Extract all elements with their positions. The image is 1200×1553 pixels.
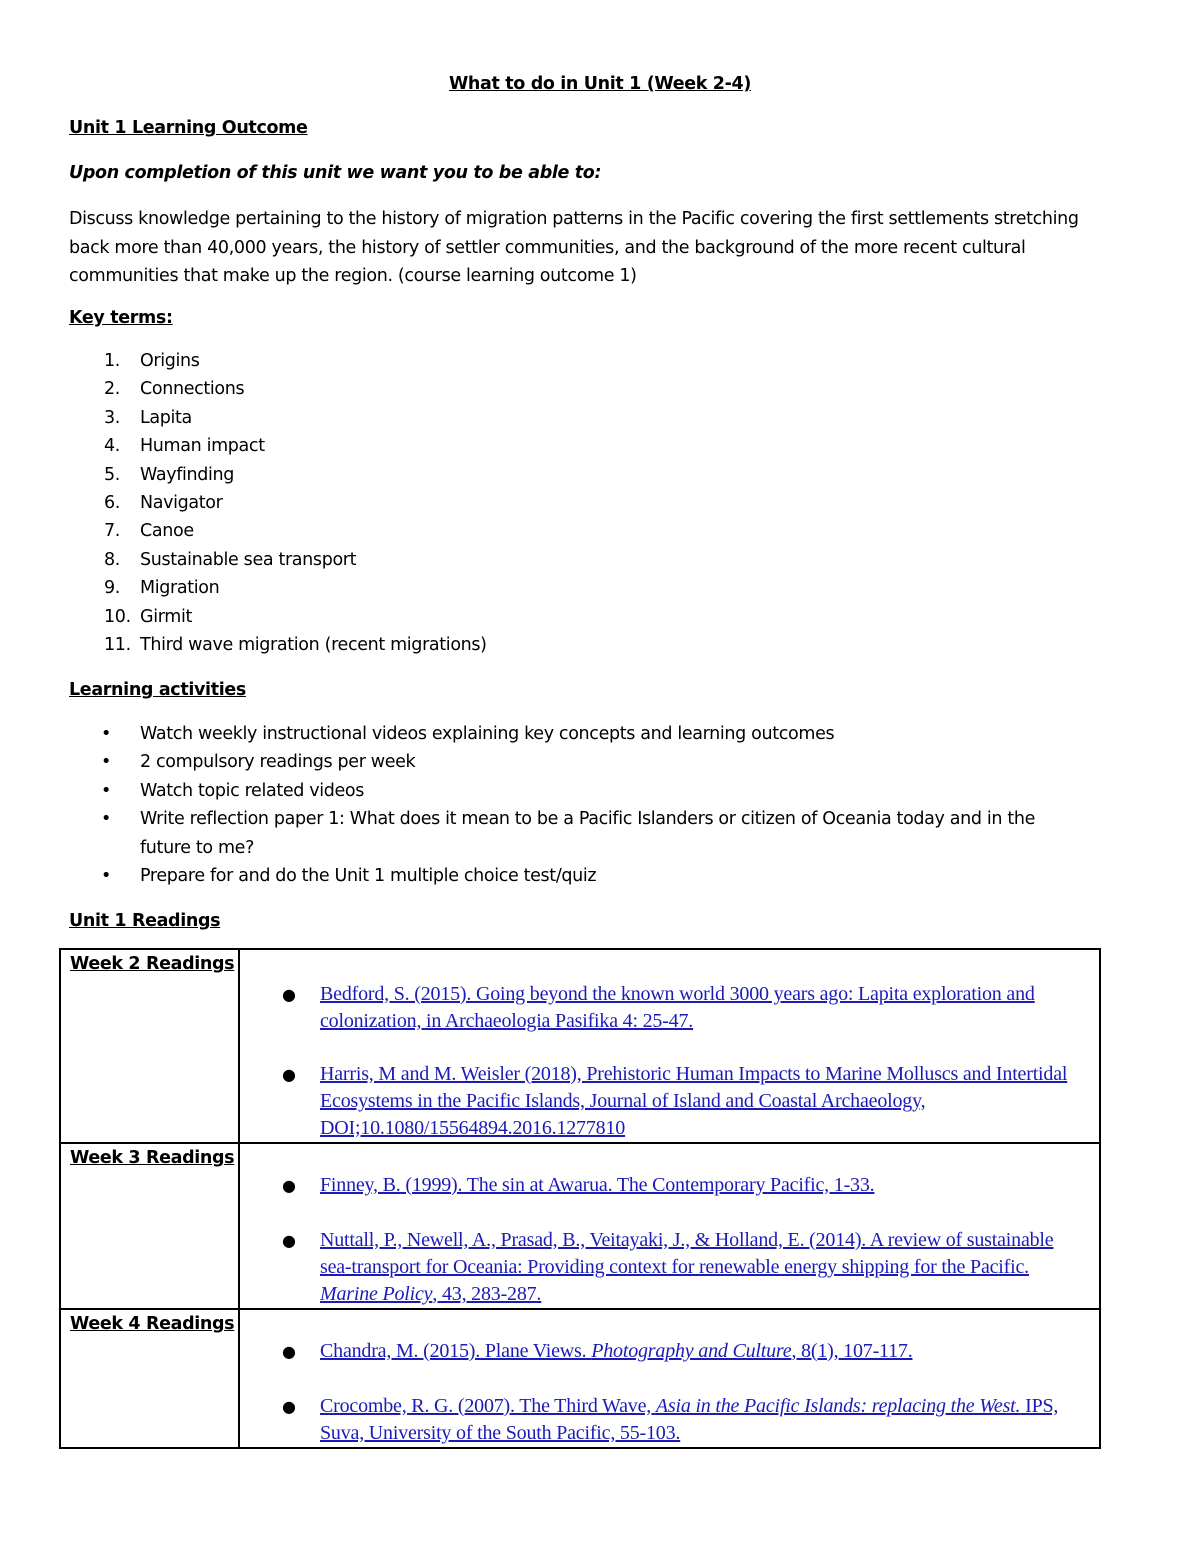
learning-activities-list (69, 720, 1079, 890)
list-number: 9. (104, 578, 120, 599)
list-item (69, 631, 487, 659)
key-terms-list (69, 347, 487, 659)
bullet-icon: • (101, 752, 111, 773)
week-cell (60, 1143, 239, 1309)
key-term-label: Migration (140, 578, 220, 599)
list-item (69, 777, 1079, 805)
week-label: Week 2 Readings (70, 954, 235, 974)
reference-link[interactable]: ● Chandra, M. (2015). Plane Views. Photography and Culture, 8(1), 107-117. (240, 1338, 1099, 1365)
reference-link[interactable]: ● Nuttall, P., Newell, A., Prasad, B., Veitayaki, J., & Holland, E. (2014). A review of sustainable sea-transport for Oceania: Providing context for renewable energy shipping for the Pacific. Marine Policy, 43, 283-287. (282, 1229, 1054, 1305)
reference-link[interactable]: ● Bedford, S. (2015). Going beyond the known world 3000 years ago: Lapita exploration and colonization, in Archaeologia Pasifika 4: 25-47. (282, 983, 1035, 1032)
list-number: 11. (104, 634, 131, 655)
list-item (69, 720, 1079, 748)
key-term-label: Canoe (140, 521, 194, 542)
activity-text: Prepare for and do the Unit 1 multiple choice test/quiz (140, 866, 597, 887)
key-terms-heading: Key terms: (69, 308, 173, 328)
key-term-label: Sustainable sea transport (140, 549, 357, 570)
bullet-icon: ● (282, 1065, 296, 1084)
list-item (69, 517, 487, 545)
activity-text: 2 compulsory readings per week (140, 752, 416, 773)
learning-activities-heading: Learning activities (69, 680, 246, 700)
key-term-label: Wayfinding (140, 464, 235, 485)
list-item (69, 404, 487, 432)
key-term-label: Human impact (140, 436, 265, 457)
refs-cell (239, 1143, 1100, 1309)
list-item (69, 432, 487, 460)
week-cell (60, 949, 239, 1143)
key-term-label: Origins (140, 351, 200, 371)
list-item (69, 748, 1079, 776)
reference-link[interactable]: ● Harris, M and M. Weisler (2018), Prehistoric Human Impacts to Marine Molluscs and Intertidal Ecosystems in the Pacific Islands, Journal of Island and Coastal Archaeology, DOI;10.1080/15564894.2016.1277810 (282, 1063, 1068, 1139)
key-term-label: Third wave migration (recent migrations) (140, 634, 487, 655)
activity-text: Watch weekly instructional videos explaining key concepts and learning outcomes (140, 724, 835, 744)
bullet-icon: ● (282, 985, 296, 1004)
list-number: 7. (104, 521, 120, 542)
list-item (69, 574, 487, 602)
page-title: What to do in Unit 1 (Week 2-4) (448, 74, 751, 94)
list-number: 5. (104, 464, 120, 485)
readings-table (59, 948, 1101, 1449)
list-number: 1. (104, 351, 120, 371)
list-number: 8. (104, 549, 120, 570)
list-item (69, 603, 487, 631)
readings-heading: Unit 1 Readings (69, 911, 221, 931)
reference-link[interactable]: ● Crocombe, R. G. (2007). The Third Wave, Asia in the Pacific Islands: replacing the West. IPS, Suva, University of the South Pacific, 55-103. (282, 1395, 1059, 1444)
list-number: 10. (104, 606, 131, 627)
key-term-label: Girmit (140, 606, 192, 627)
list-item (69, 546, 487, 574)
list-number: 2. (104, 379, 120, 400)
week-cell (60, 1309, 239, 1448)
learning-outcome-heading: Unit 1 Learning Outcome (69, 118, 308, 138)
week-label: Week 3 Readings (70, 1148, 235, 1168)
activity-text: Watch topic related videos (140, 780, 365, 801)
key-term-label: Lapita (140, 407, 192, 428)
bullet-icon: • (101, 780, 111, 801)
table-row (60, 949, 1100, 1143)
list-number: 6. (104, 492, 120, 513)
refs-cell (239, 1309, 1100, 1448)
bullet-icon: ● (282, 1342, 296, 1361)
list-number: 3. (104, 407, 120, 428)
bullet-icon: • (101, 724, 111, 744)
bullet-icon: ● (282, 1231, 296, 1250)
list-item (69, 461, 487, 489)
list-item (69, 805, 1079, 862)
list-item (69, 489, 487, 517)
bullet-icon: • (101, 809, 111, 830)
table-row (60, 1143, 1100, 1309)
reference-link[interactable]: ● Finney, B. (1999). The sin at Awarua. The Contemporary Pacific, 1-33. (240, 1172, 1099, 1199)
key-term-label: Connections (140, 379, 245, 400)
learning-outcome-text: Discuss knowledge pertaining to the history of migration patterns in the Pacific covering the first settlements stretching back more than 40,000 years, the history of settler communities, and the background of the more recent cultural communities that make up the region. (course learning outcome 1) (69, 209, 1079, 286)
table-row (60, 1309, 1100, 1448)
week-label: Week 4 Readings (70, 1314, 235, 1334)
list-item (69, 375, 487, 403)
bullet-icon: ● (282, 1176, 296, 1195)
activity-text: Write reflection paper 1: What does it mean to be a Pacific Islanders or citizen of Oceania today and in the future to me? (140, 809, 1035, 858)
list-item (69, 862, 1079, 890)
key-term-label: Navigator (140, 492, 223, 513)
bullet-icon: • (101, 866, 111, 887)
refs-cell (239, 949, 1100, 1143)
bullet-icon: ● (282, 1397, 296, 1416)
learning-outcome-subtitle: Upon completion of this unit we want you to be able to: (69, 163, 602, 183)
list-number: 4. (104, 436, 120, 457)
list-item (69, 347, 487, 375)
